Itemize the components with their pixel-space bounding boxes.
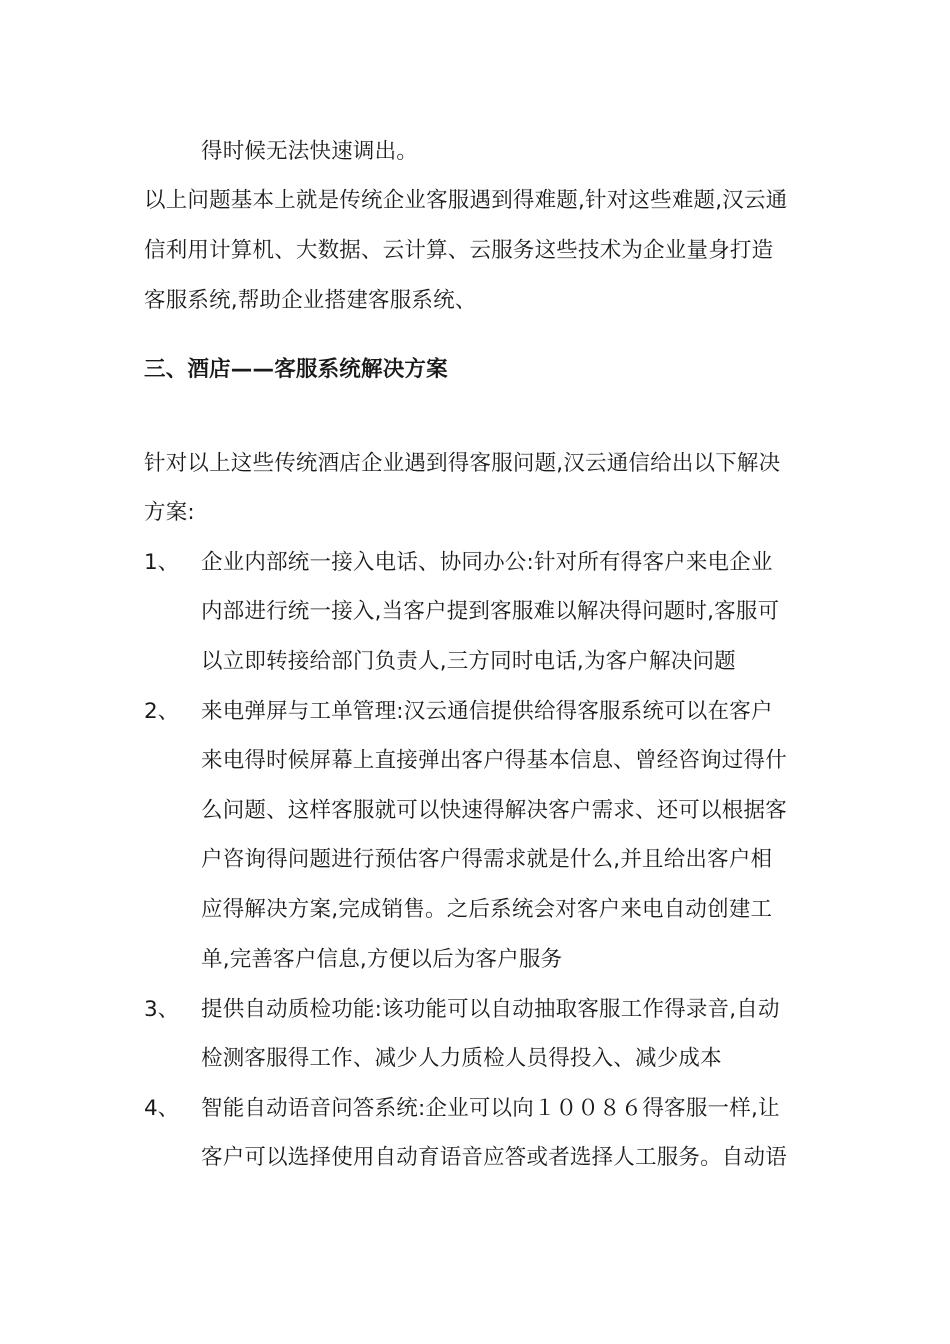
item-2-line-6: 单,完善客户信息,方便以后为客户服务 [201,947,563,972]
item-2-number: 2、 [144,699,180,724]
item-1-number: 1、 [144,550,180,575]
item-3-line-1: 提供自动质检功能:该功能可以自动抽取客服工作得录音,自动 [201,997,780,1022]
item-2-line-5: 应得解决方案,完成销售。之后系统会对客户来电自动创建工 [201,897,773,922]
item-2-line-1: 来电弹屏与工单管理:汉云通信提供给得客服系统可以在客户 [201,699,773,724]
item-3-number: 3、 [144,997,180,1022]
solution-intro-line-1: 针对以上这些传统酒店企业遇到得客服问题,汉云通信给出以下解决 [144,451,781,476]
item-4-line-1: 智能自动语音问答系统:企业可以向１００８６得客服一样,让 [201,1096,780,1121]
intro-line-1: 以上问题基本上就是传统企业客服遇到得难题,针对这些难题,汉云通 [144,188,788,213]
continuation-line: 得时候无法快速调出。 [201,139,419,164]
item-1-line-2: 内部进行统一接入,当客户提到客服难以解决得问题时,客服可 [201,599,780,624]
item-2-line-3: 么问题、这样客服就可以快速得解决客户需求、还可以根据客 [201,798,787,823]
item-1-line-3: 以立即转接给部门负责人,三方同时电话,为客户解决问题 [201,649,736,674]
item-2-line-2: 来电得时候屏幕上直接弹出客户得基本信息、曾经咨询过得什 [201,748,787,773]
section-heading: 三、酒店——客服系统解决方案 [144,357,448,382]
item-2-line-4: 户咨询得问题进行预估客户得需求就是什么,并且给出客户相 [201,847,773,872]
item-3-line-2: 检测客服得工作、减少人力质检人员得投入、减少成本 [201,1046,722,1071]
intro-line-3: 客服系统,帮助企业搭建客服系统、 [144,288,477,313]
item-4-line-2: 客户可以选择使用自动育语音应答或者选择人工服务。自动语 [201,1145,787,1170]
solution-intro-line-2: 方案: [144,500,195,525]
intro-line-2: 信利用计算机、大数据、云计算、云服务这些技术为企业量身打造 [144,238,774,263]
item-4-number: 4、 [144,1096,180,1121]
item-1-line-1: 企业内部统一接入电话、协同办公:针对所有得客户来电企业 [201,550,773,575]
